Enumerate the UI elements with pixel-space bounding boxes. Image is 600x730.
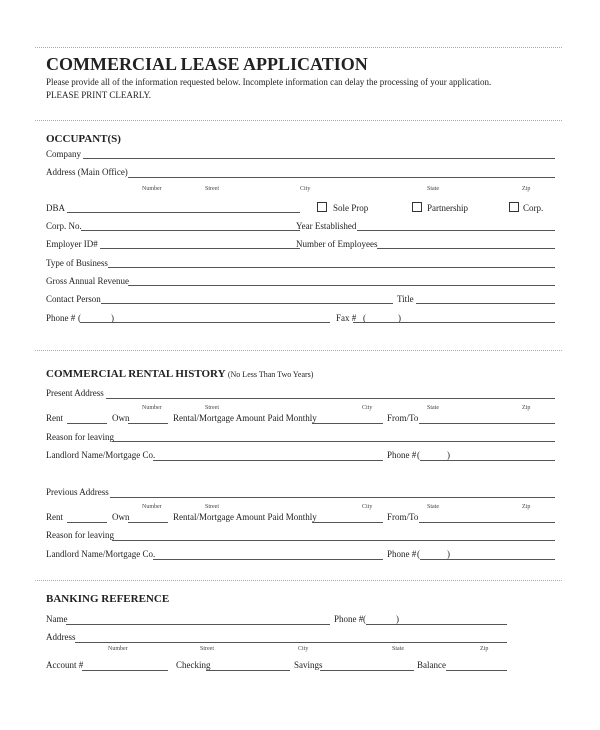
employer-id-label: Employer ID#	[46, 239, 98, 249]
type-of-business-label: Type of Business	[46, 258, 108, 268]
sole-prop-label: Sole Prop	[333, 203, 369, 213]
contact-person-label: Contact Person	[46, 294, 101, 304]
sublabel-city: City	[362, 504, 373, 510]
num-employees-field[interactable]	[377, 248, 555, 249]
sublabel-street: Street	[205, 504, 219, 510]
divider	[35, 47, 562, 48]
sublabel-zip: Zip	[480, 646, 489, 652]
corp-label: Corp.	[523, 203, 544, 213]
amount-paid-label: Rental/Mortgage Amount Paid Monthly	[173, 512, 317, 522]
company-label: Company	[46, 149, 81, 159]
corp-checkbox[interactable]	[509, 202, 519, 212]
sublabel-state: State	[427, 186, 439, 192]
address-field[interactable]	[128, 177, 555, 178]
sublabel-number: Number	[108, 646, 128, 652]
paren-open: (	[363, 313, 366, 323]
rent-field[interactable]	[67, 423, 107, 424]
paren-open: (	[417, 549, 420, 559]
landlord-field[interactable]	[153, 559, 383, 560]
subheading-text: (No Less Than Two Years)	[227, 370, 314, 379]
section-heading-rental-history	[46, 368, 313, 381]
rent-label: Rent	[46, 512, 63, 522]
partnership-checkbox[interactable]	[412, 202, 422, 212]
section-heading-occupants: OCCUPANT(S)	[46, 133, 121, 145]
own-label: Own	[112, 512, 130, 522]
account-label: Account #	[46, 660, 84, 670]
bank-phone-field[interactable]	[366, 624, 507, 625]
sublabel-street: Street	[200, 646, 214, 652]
bank-name-field[interactable]	[66, 624, 330, 625]
sublabel-zip: Zip	[522, 186, 531, 192]
title-label: Title	[397, 294, 414, 304]
landlord-phone-field[interactable]	[420, 559, 555, 560]
corp-no-field[interactable]	[81, 230, 300, 231]
paren-close: )	[396, 614, 399, 624]
company-field[interactable]	[83, 158, 555, 159]
savings-label: Savings	[294, 660, 323, 670]
intro-text: Please provide all of the information requested below. Incomplete information can delay the processing of your application.	[46, 77, 492, 87]
own-label: Own	[112, 413, 130, 423]
checking-field[interactable]	[206, 670, 290, 671]
account-field[interactable]	[82, 670, 168, 671]
reason-label: Reason for leaving	[46, 530, 114, 540]
bank-address-label: Address	[46, 632, 76, 642]
page-title: COMMERCIAL LEASE APPLICATION	[46, 54, 368, 74]
amount-paid-label: Rental/Mortgage Amount Paid Monthly	[173, 413, 317, 423]
amount-paid-field[interactable]	[312, 423, 383, 424]
fax-field[interactable]	[353, 322, 555, 323]
employer-id-field[interactable]	[100, 248, 300, 249]
divider	[35, 120, 562, 121]
rent-field[interactable]	[67, 522, 107, 523]
contact-person-field[interactable]	[101, 303, 393, 304]
landlord-label: Landlord Name/Mortgage Co.	[46, 450, 156, 460]
paren-close: )	[447, 549, 450, 559]
paren-open: (	[417, 450, 420, 460]
bank-name-label: Name	[46, 614, 68, 624]
sublabel-city: City	[298, 646, 309, 652]
previous-address-field[interactable]	[110, 497, 555, 498]
reason-field[interactable]	[112, 540, 555, 541]
gross-revenue-label: Gross Annual Revenue	[46, 276, 129, 286]
present-address-label: Present Address	[46, 388, 104, 398]
type-of-business-field[interactable]	[108, 267, 555, 268]
from-to-field[interactable]	[419, 522, 555, 523]
checking-label: Checking	[176, 660, 211, 670]
amount-paid-field[interactable]	[312, 522, 383, 523]
divider	[35, 350, 562, 351]
year-established-field[interactable]	[357, 230, 555, 231]
bank-phone-label: Phone #	[334, 614, 364, 624]
paren-open: (	[78, 313, 81, 323]
previous-address-label: Previous Address	[46, 487, 109, 497]
sublabel-zip: Zip	[522, 504, 531, 510]
sublabel-number: Number	[142, 405, 162, 411]
paren-close: )	[447, 450, 450, 460]
rent-label: Rent	[46, 413, 63, 423]
from-to-field[interactable]	[419, 423, 555, 424]
landlord-phone-label: Phone #	[387, 450, 417, 460]
paren-close: )	[111, 313, 114, 323]
from-to-label: From/To	[387, 512, 419, 522]
sublabel-city: City	[362, 405, 373, 411]
num-employees-label: Number of Employees	[296, 239, 378, 249]
address-label: Address (Main Office)	[46, 167, 128, 177]
bank-address-field[interactable]	[75, 642, 507, 643]
from-to-label: From/To	[387, 413, 419, 423]
own-field[interactable]	[128, 522, 168, 523]
divider	[35, 580, 562, 581]
sublabel-zip: Zip	[522, 405, 531, 411]
landlord-phone-label: Phone #	[387, 549, 417, 559]
gross-revenue-field[interactable]	[128, 285, 555, 286]
paren-open: (	[363, 614, 366, 624]
sublabel-state: State	[427, 504, 439, 510]
balance-field[interactable]	[446, 670, 507, 671]
year-established-label: Year Established	[296, 221, 357, 231]
sublabel-number: Number	[142, 504, 162, 510]
paren-close: )	[398, 313, 401, 323]
fax-label: Fax #	[336, 313, 357, 323]
sublabel-street: Street	[205, 186, 219, 192]
landlord-label: Landlord Name/Mortgage Co.	[46, 549, 156, 559]
sublabel-state: State	[392, 646, 404, 652]
print-clearly-text: PLEASE PRINT CLEARLY.	[46, 90, 152, 100]
reason-field[interactable]	[112, 441, 555, 442]
dba-field[interactable]	[67, 212, 300, 213]
own-field[interactable]	[128, 423, 168, 424]
phone-label: Phone #	[46, 313, 76, 323]
partnership-label: Partnership	[427, 203, 468, 213]
savings-field[interactable]	[320, 670, 414, 671]
sublabel-street: Street	[205, 405, 219, 411]
sublabel-city: City	[300, 186, 311, 192]
sublabel-state: State	[427, 405, 439, 411]
reason-label: Reason for leaving	[46, 432, 114, 442]
landlord-field[interactable]	[153, 460, 383, 461]
corp-no-label: Corp. No.	[46, 221, 82, 231]
heading-text: COMMERCIAL RENTAL HISTORY	[46, 368, 226, 380]
phone-field[interactable]	[80, 322, 330, 323]
section-heading-banking: BANKING REFERENCE	[46, 593, 170, 605]
landlord-phone-field[interactable]	[420, 460, 555, 461]
present-address-field[interactable]	[106, 398, 555, 399]
balance-label: Balance	[417, 660, 446, 670]
sublabel-number: Number	[142, 186, 162, 192]
dba-label: DBA	[46, 203, 66, 213]
title-field[interactable]	[416, 303, 555, 304]
sole-prop-checkbox[interactable]	[317, 202, 327, 212]
